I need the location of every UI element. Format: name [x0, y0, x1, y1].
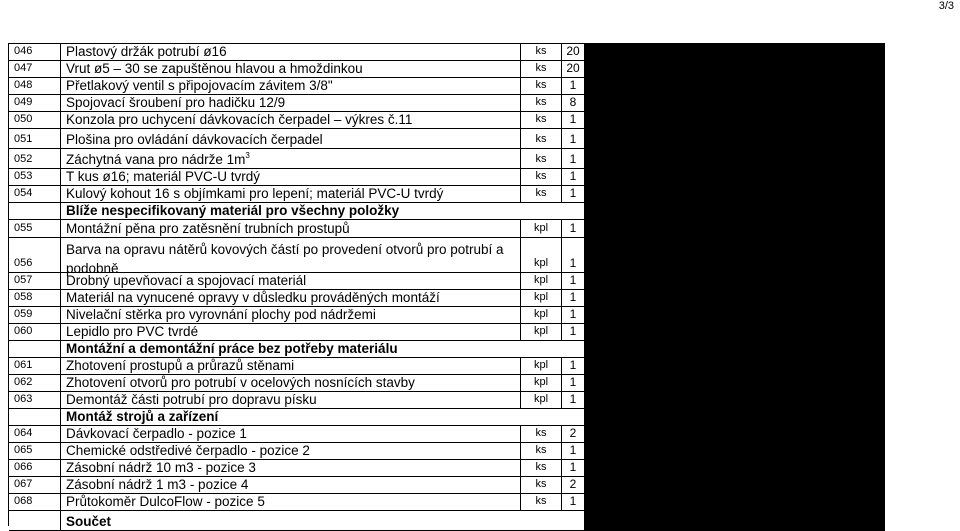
description-cell	[61, 129, 521, 149]
item-number: 049	[14, 96, 33, 108]
item-quantity: 1	[569, 443, 577, 457]
price-cell-redacted	[585, 409, 885, 426]
quantity-cell	[562, 61, 585, 78]
price-cell-redacted	[585, 290, 885, 307]
price-cell-redacted	[585, 426, 885, 443]
section-header-row	[9, 203, 885, 220]
description-cell	[61, 460, 521, 477]
description-cell	[61, 61, 521, 78]
item-number: 065	[14, 444, 33, 456]
price-cell-redacted	[585, 61, 885, 78]
table-row	[9, 358, 885, 375]
quantity-cell	[562, 169, 585, 186]
item-unit: ks	[535, 133, 547, 145]
section-header-row	[9, 409, 885, 426]
item-number-cell	[9, 392, 61, 409]
item-number-cell	[9, 238, 61, 273]
item-description: Průtokoměr DulcoFlow - pozice 5	[66, 494, 265, 509]
price-cell-redacted	[585, 477, 885, 494]
unit-cell	[521, 477, 562, 494]
item-number-cell	[9, 511, 61, 531]
quantity-cell	[562, 375, 585, 392]
price-cell-redacted	[585, 273, 885, 290]
item-number-cell	[9, 61, 61, 78]
item-number-cell	[9, 149, 61, 169]
item-number: 059	[14, 308, 33, 320]
item-number-cell	[9, 203, 61, 220]
item-number: 058	[14, 291, 33, 303]
item-number-cell	[9, 443, 61, 460]
unit-cell	[521, 186, 562, 203]
table-row	[9, 477, 885, 494]
table-row	[9, 238, 885, 276]
item-quantity: 1	[569, 273, 577, 287]
item-number-cell	[9, 78, 61, 95]
item-number-cell	[9, 460, 61, 477]
item-quantity: 1	[569, 460, 577, 474]
price-cell-redacted	[585, 392, 885, 409]
quantity-cell	[562, 112, 585, 129]
table-row	[9, 44, 885, 61]
price-cell-redacted	[585, 443, 885, 460]
item-description: Přetlakový ventil s připojovacím závitem 3/8"	[66, 78, 333, 93]
item-unit: ks	[535, 62, 547, 74]
price-cell-redacted	[585, 112, 885, 129]
item-number-cell	[9, 409, 61, 426]
unit-cell	[521, 392, 562, 409]
item-unit: ks	[535, 478, 547, 490]
item-description: Vrut ø5 – 30 se zapuštěnou hlavou a hmoždinkou	[66, 61, 363, 76]
price-cell-redacted	[585, 375, 885, 392]
item-quantity: 2	[569, 426, 577, 440]
item-unit: kpl	[533, 359, 549, 371]
price-cell-redacted	[585, 511, 885, 531]
item-description: Drobný upevňovací a spojovací materiál	[66, 273, 307, 288]
item-number-cell	[9, 290, 61, 307]
table-row	[9, 95, 885, 112]
table-row	[9, 460, 885, 477]
section-title: Montážní a demontážní práce bez potřeby materiálu	[66, 341, 398, 356]
unit-cell	[521, 426, 562, 443]
superscript: 3	[245, 151, 250, 160]
item-number-cell	[9, 358, 61, 375]
price-cell-redacted	[585, 149, 885, 169]
item-quantity: 1	[569, 375, 577, 389]
item-unit: kpl	[533, 222, 549, 234]
item-quantity: 1	[569, 221, 577, 235]
item-quantity: 1	[569, 169, 577, 183]
total-row	[9, 511, 885, 531]
item-number-cell	[9, 95, 61, 112]
quantity-cell	[562, 220, 585, 238]
item-number: 054	[14, 187, 33, 199]
item-number-cell	[9, 169, 61, 186]
item-description: Plošina pro ovládání dávkovacích čerpadel	[66, 132, 323, 147]
item-description: Montážní pěna pro zatěsnění trubních prostupů	[66, 221, 350, 236]
item-unit: kpl	[533, 274, 549, 286]
item-quantity: 1	[569, 78, 577, 92]
item-number-cell	[9, 324, 61, 341]
item-unit: kpl	[533, 308, 549, 320]
quantity-cell	[562, 273, 585, 290]
quantity-cell	[562, 443, 585, 460]
table-row	[9, 186, 885, 203]
description-cell	[61, 149, 521, 169]
item-unit: kpl	[533, 257, 549, 269]
quantity-cell	[562, 186, 585, 203]
item-number-cell	[9, 494, 61, 511]
description-cell	[61, 341, 585, 358]
item-quantity: 1	[569, 152, 577, 166]
item-unit: ks	[535, 96, 547, 108]
item-number: 053	[14, 170, 33, 182]
description-cell	[61, 426, 521, 443]
item-quantity: 1	[569, 186, 577, 200]
price-cell-redacted	[585, 494, 885, 511]
section-title: Montáž strojů a zařízení	[66, 409, 219, 424]
unit-cell	[521, 95, 562, 112]
quantity-cell	[562, 358, 585, 375]
item-unit: ks	[535, 444, 547, 456]
item-number: 067	[14, 478, 33, 490]
item-quantity: 1	[569, 112, 577, 126]
item-number: 047	[14, 62, 33, 74]
description-cell	[61, 220, 521, 238]
item-number-cell	[9, 477, 61, 494]
description-cell	[61, 511, 585, 531]
table-row	[9, 112, 885, 129]
item-unit: kpl	[533, 291, 549, 303]
quantity-cell	[562, 78, 585, 95]
item-description: Kulový kohout 16 s objímkami pro lepení; materiál PVC-U tvrdý	[66, 186, 444, 201]
item-number-cell	[9, 375, 61, 392]
quantity-cell	[562, 307, 585, 324]
item-description: Záchytná vana pro nádrže $1m^3$	[66, 151, 250, 167]
section-header-row	[9, 341, 885, 358]
item-number: 046	[14, 45, 33, 57]
quantity-cell	[562, 44, 585, 61]
item-description: Materiál na vynucené opravy v důsledku prováděných montáží	[66, 290, 440, 305]
item-description: Lepidlo pro PVC tvrdé	[66, 324, 199, 339]
unit-cell	[521, 61, 562, 78]
table-row	[9, 426, 885, 443]
item-number-cell	[9, 426, 61, 443]
price-cell-redacted	[585, 44, 885, 61]
item-description: Zásobní nádrž 1 m3 - pozice 4	[66, 477, 249, 492]
description-cell	[61, 375, 521, 392]
quantity-cell	[562, 494, 585, 511]
item-number-cell	[9, 341, 61, 358]
description-cell	[61, 186, 521, 203]
item-description: Zhotovení prostupů a průrazů stěnami	[66, 358, 295, 373]
item-description: Spojovací šroubení pro hadičku 12/9	[66, 95, 286, 110]
price-cell-redacted	[585, 238, 885, 273]
item-number: 050	[14, 113, 33, 125]
table-row	[9, 61, 885, 78]
description-cell	[61, 443, 521, 460]
item-number: 055	[14, 222, 33, 234]
description-cell	[61, 477, 521, 494]
item-number: 064	[14, 427, 33, 439]
unit-cell	[521, 238, 562, 273]
table-row	[9, 324, 885, 341]
quantity-cell	[562, 426, 585, 443]
price-cell-redacted	[585, 78, 885, 95]
price-cell-redacted	[585, 203, 885, 220]
table-row	[9, 169, 885, 186]
description-cell	[61, 358, 521, 375]
item-quantity: 2	[569, 477, 577, 491]
unit-cell	[521, 78, 562, 95]
quantity-cell	[562, 460, 585, 477]
unit-cell	[521, 443, 562, 460]
item-description: T kus ø16; materiál PVC-U tvrdý	[66, 169, 261, 184]
item-number-cell	[9, 186, 61, 203]
quantity-cell	[562, 129, 585, 149]
item-unit: kpl	[533, 325, 549, 337]
item-quantity: 1	[569, 324, 577, 338]
item-description: Dávkovací čerpadlo - pozice 1	[66, 426, 247, 441]
description-cell	[61, 273, 521, 290]
unit-cell	[521, 290, 562, 307]
item-number: 060	[14, 325, 33, 337]
unit-cell	[521, 169, 562, 186]
item-quantity: 20	[566, 61, 580, 75]
item-quantity: 1	[569, 358, 577, 372]
item-number: 051	[14, 133, 33, 145]
table-row	[9, 129, 885, 149]
item-number: 048	[14, 79, 33, 91]
item-description: Nivelační stěrka pro vyrovnání plochy pod nádržemi	[66, 307, 376, 322]
unit-cell	[521, 494, 562, 511]
table-row	[9, 78, 885, 95]
item-unit: ks	[535, 79, 547, 91]
description-cell	[61, 44, 521, 61]
table-row	[9, 392, 885, 409]
item-number: 061	[14, 359, 33, 371]
table-row	[9, 494, 885, 511]
item-description: Plastový držák potrubí ø16	[66, 44, 227, 59]
price-cell-redacted	[585, 341, 885, 358]
description-cell	[61, 112, 521, 129]
item-description: Zásobní nádrž 10 m3 - pozice 3	[66, 460, 256, 475]
item-number-cell	[9, 129, 61, 149]
item-unit: ks	[535, 170, 547, 182]
unit-cell	[521, 358, 562, 375]
table-row	[9, 375, 885, 392]
unit-cell	[521, 307, 562, 324]
description-cell	[61, 95, 521, 112]
description-cell	[61, 307, 521, 324]
quantity-cell	[562, 238, 585, 273]
quantity-cell	[562, 149, 585, 169]
total-label: Součet	[66, 514, 112, 529]
description-cell	[61, 324, 521, 341]
quantity-cell	[562, 95, 585, 112]
description-cell	[61, 238, 521, 276]
item-description: Zhotovení otvorů pro potrubí v ocelových nosnících stavby	[66, 375, 415, 390]
unit-cell	[521, 220, 562, 238]
item-description: Konzola pro uchycení dávkovacích čerpadel – výkres č.11	[66, 112, 413, 127]
item-quantity: 1	[569, 392, 577, 406]
table-row	[9, 307, 885, 324]
item-unit: ks	[535, 113, 547, 125]
item-unit: kpl	[533, 376, 549, 388]
item-number-cell	[9, 220, 61, 238]
description-cell	[61, 203, 585, 220]
description-cell	[61, 169, 521, 186]
item-quantity: 1	[569, 256, 577, 270]
item-number-cell	[9, 307, 61, 324]
section-title: Blíže nespecifikovaný materiál pro všechny položky	[66, 203, 400, 218]
item-unit: ks	[535, 187, 547, 199]
item-description: Chemické odstředivé čerpadlo - pozice 2	[66, 443, 310, 458]
table-row	[9, 149, 885, 169]
price-cell-redacted	[585, 307, 885, 324]
item-quantity: 8	[569, 95, 577, 109]
item-number-cell	[9, 112, 61, 129]
item-number: 068	[14, 495, 33, 507]
items-table	[8, 43, 885, 529]
unit-cell	[521, 112, 562, 129]
unit-cell	[521, 324, 562, 341]
description-line-1: Barva na opravu nátěrů kovových částí po provedení otvorů pro potrubí a	[66, 242, 504, 257]
item-quantity: 20	[566, 44, 580, 58]
item-number: 056	[14, 257, 33, 269]
quantity-cell	[562, 392, 585, 409]
item-number: 052	[14, 153, 33, 165]
description-line-2: podobně	[66, 261, 119, 276]
description-cell	[61, 78, 521, 95]
quantity-cell	[562, 324, 585, 341]
description-cell	[61, 392, 521, 409]
price-cell-redacted	[585, 95, 885, 112]
unit-cell	[521, 129, 562, 149]
item-unit: ks	[535, 495, 547, 507]
item-unit: kpl	[533, 393, 549, 405]
item-number-cell	[9, 273, 61, 290]
table-row	[9, 273, 885, 290]
item-unit: ks	[535, 45, 547, 57]
item-quantity: 1	[569, 290, 577, 304]
item-number: 062	[14, 376, 33, 388]
price-cell-redacted	[585, 169, 885, 186]
unit-cell	[521, 460, 562, 477]
table-row	[9, 220, 885, 238]
description-cell	[61, 409, 585, 426]
item-unit: ks	[535, 461, 547, 473]
item-number: 066	[14, 461, 33, 473]
unit-cell	[521, 273, 562, 290]
item-unit: ks	[535, 153, 547, 165]
price-cell-redacted	[585, 460, 885, 477]
quantity-cell	[562, 290, 585, 307]
table-row	[9, 443, 885, 460]
page-number: 3/3	[938, 0, 954, 12]
item-quantity: 1	[569, 132, 577, 146]
item-number-cell	[9, 44, 61, 61]
item-number: 063	[14, 393, 33, 405]
item-number: 057	[14, 274, 33, 286]
table-row	[9, 290, 885, 307]
item-quantity: 1	[569, 494, 577, 508]
item-unit: ks	[535, 427, 547, 439]
item-quantity: 1	[569, 307, 577, 321]
price-cell-redacted	[585, 186, 885, 203]
price-cell-redacted	[585, 358, 885, 375]
quantity-cell	[562, 477, 585, 494]
unit-cell	[521, 44, 562, 61]
price-cell-redacted	[585, 129, 885, 149]
price-cell-redacted	[585, 324, 885, 341]
unit-cell	[521, 149, 562, 169]
price-cell-redacted	[585, 220, 885, 238]
description-cell	[61, 494, 521, 511]
description-cell	[61, 290, 521, 307]
item-description: Demontáž části potrubí pro dopravu písku	[66, 392, 317, 407]
unit-cell	[521, 375, 562, 392]
